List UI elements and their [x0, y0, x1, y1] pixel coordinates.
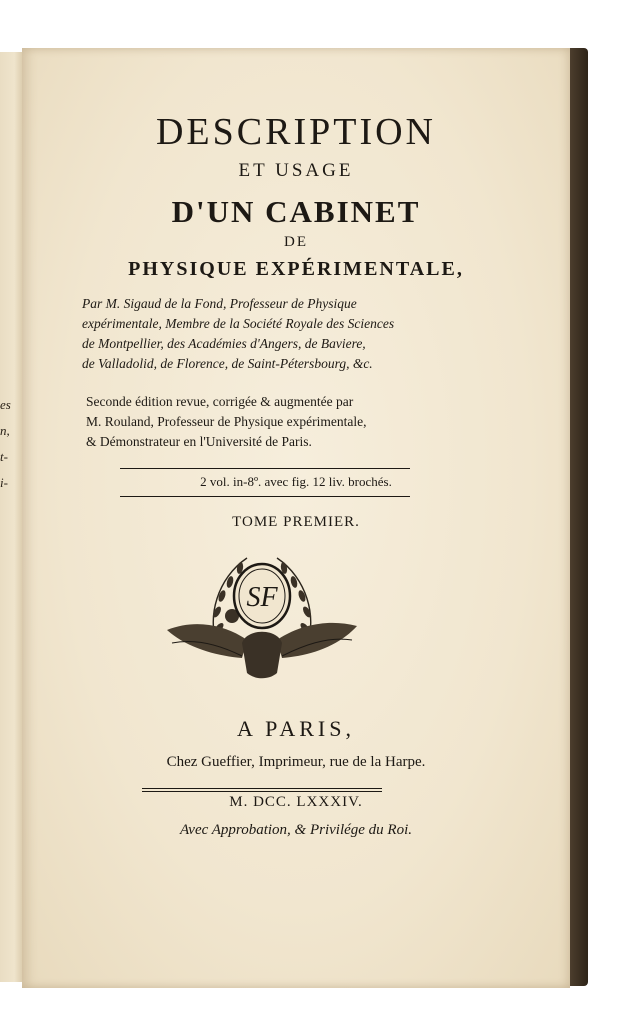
approval-line: Avec Approbation, & Privilége du Roi. [179, 822, 413, 838]
facing-page-text [0, 392, 20, 496]
rule-date-top [142, 788, 382, 789]
title-line-4: DE [284, 234, 308, 250]
edition-line: & Démonstrateur en l'Université de Paris. [86, 434, 312, 449]
edition-line: Seconde édition revue, corrigée & augmentée par [86, 394, 354, 409]
tome-label: TOME PREMIER. [232, 514, 360, 530]
title-line-2: ET USAGE [238, 160, 354, 181]
printer-line: Chez Gueffier, Imprimeur, rue de la Harpe. [166, 754, 426, 770]
price-line: 2 vol. in-8º. avec fig. 12 liv. brochés. [200, 474, 392, 489]
title-line-3: D'UN CABINET [171, 194, 421, 229]
title-line-1: DESCRIPTION [155, 111, 437, 153]
facing-fragment: n, [0, 423, 10, 438]
rule-date-top-2 [142, 791, 382, 792]
title-line-5: PHYSIQUE EXPÉRIMENTALE, [128, 258, 464, 280]
eagle-vignette-icon [147, 548, 377, 688]
rule-bottom [120, 496, 410, 497]
facing-fragment: es [0, 397, 11, 412]
rule-top [120, 468, 410, 469]
title-page [22, 48, 570, 988]
date-line: M. DCC. LXXXIV. [229, 794, 363, 810]
author-line: de Valladolid, de Florence, de Saint-Pétersbourg, &c. [82, 356, 373, 371]
edition-block [86, 392, 516, 452]
author-line: Par M. Sigaud de la Fond, Professeur de Physique [82, 296, 357, 311]
facing-fragment: i- [0, 475, 8, 490]
author-line: de Montpellier, des Académies d'Angers, de Baviere, [82, 336, 366, 351]
edition-line: M. Rouland, Professeur de Physique expérimentale, [86, 414, 367, 429]
place-line: A PARIS, [236, 716, 355, 741]
author-line: expérimentale, Membre de la Société Royale des Sciences [82, 316, 395, 331]
svg-text:SF: SF [246, 582, 278, 613]
author-block [82, 294, 512, 374]
facing-fragment: t- [0, 449, 8, 464]
